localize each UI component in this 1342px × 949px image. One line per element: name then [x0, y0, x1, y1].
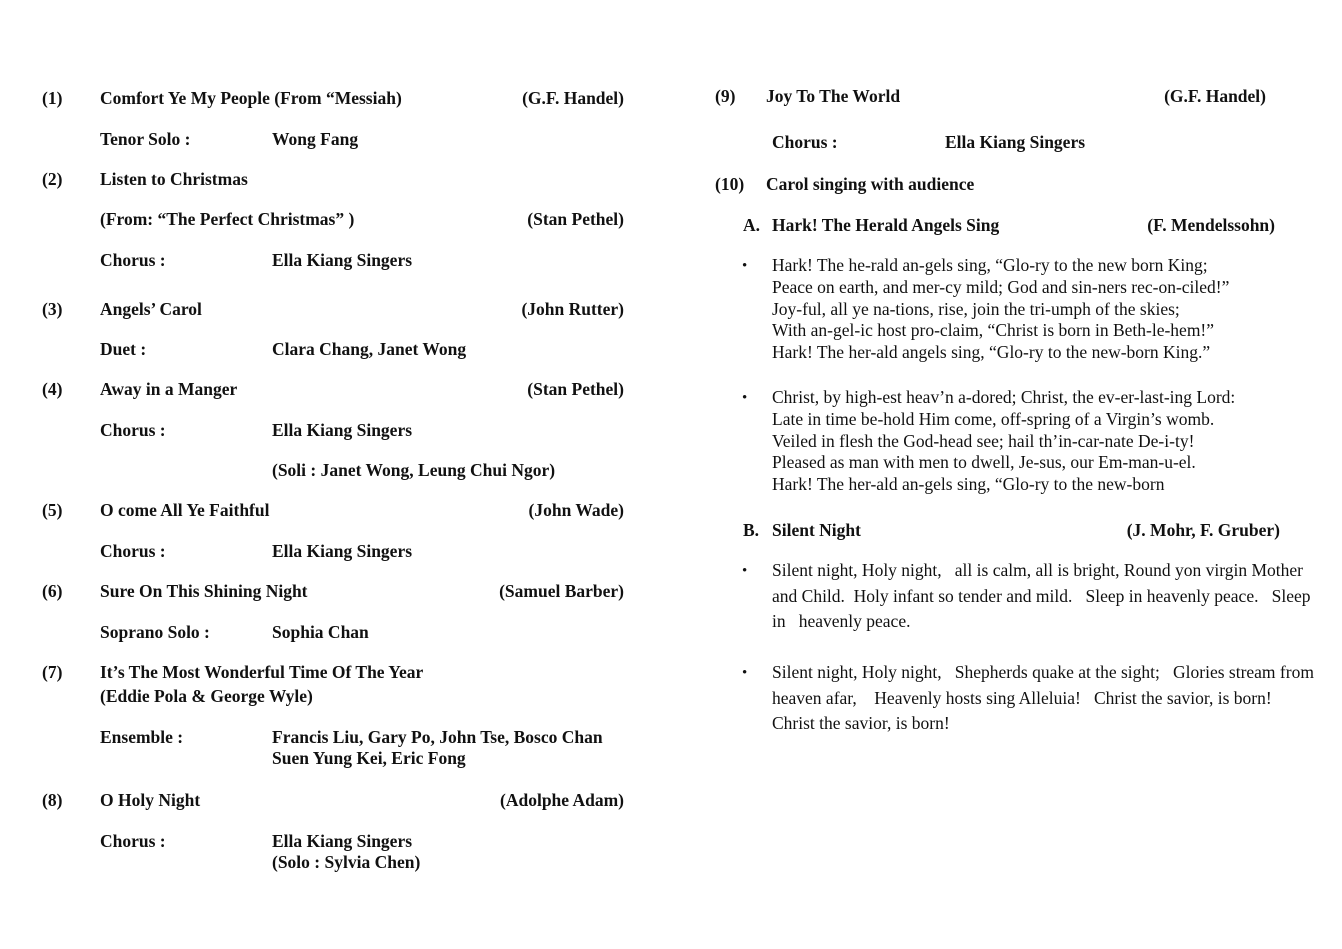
bullet-icon: •	[742, 390, 748, 406]
performer-role: Soprano Solo :	[100, 622, 210, 642]
performer-role: Tenor Solo :	[100, 129, 191, 149]
lyric-line: Hark! The he-rald an-gels sing, “Glo-ry to the new born King;	[772, 255, 1208, 275]
lyric-verse	[772, 387, 1235, 496]
carol-title: Silent Night	[772, 520, 861, 540]
item-number: (9)	[715, 86, 736, 106]
item-composer: (John Wade)	[528, 500, 624, 520]
item-title: Angels’ Carol	[100, 299, 202, 319]
lyric-line: Peace on earth, and mer-cy mild; God and sin-ners rec-on-ciled!”	[772, 276, 1230, 297]
item-title-line2: (Eddie Pola & George Wyle)	[100, 686, 313, 706]
item-composer: (G.F. Handel)	[1164, 86, 1266, 106]
item-number: (6)	[42, 581, 63, 601]
bullet-icon: •	[742, 258, 748, 274]
lyric-line: Hark! The her-ald an-gels sing, “Glo-ry to the new-born	[772, 474, 1165, 495]
lyric-verse	[772, 255, 1229, 364]
lyric-verse: Silent night, Holy night, all is calm, all is bright, Round yon virgin Mother and Child. Holy infant so tender and mild. Sleep in heavenly peace. Sleep in heavenly peace.	[772, 560, 1315, 631]
item-title: Comfort Ye My People (From “Messiah)	[100, 88, 402, 108]
carol-letter: A.	[743, 215, 761, 235]
lyric-line: With an-gel-ic host pro-claim, “Christ is born in Beth-le-hem!”	[772, 320, 1215, 341]
item-title: Carol singing with audience	[766, 174, 975, 194]
performer-role: Chorus :	[100, 831, 166, 851]
item-title: Listen to Christmas	[100, 169, 248, 189]
performer-name-line2: Suen Yung Kei, Eric Fong	[272, 748, 466, 768]
lyric-line: Hark! The her-ald angels sing, “Glo-ry to the new-born King.”	[772, 342, 1211, 363]
performer-name: Wong Fang	[272, 129, 359, 149]
performer-name: Ella Kiang Singers	[272, 831, 413, 851]
performer-role: Duet :	[100, 339, 147, 359]
lyric-line: Veiled in flesh the God-head see; hail th’in-car-nate De-i-ty!	[772, 430, 1195, 451]
carol-composer: (J. Mohr, F. Gruber)	[1126, 520, 1280, 540]
performer-role: Chorus :	[100, 420, 166, 440]
carol-composer: (F. Mendelssohn)	[1147, 215, 1275, 235]
item-number: (3)	[42, 299, 63, 319]
item-number: (2)	[42, 169, 63, 189]
item-subtitle: (From: “The Perfect Christmas” )	[100, 209, 355, 229]
performer-role: Ensemble :	[100, 727, 184, 747]
performer-role: Chorus :	[772, 132, 838, 152]
performer-name: Ella Kiang Singers	[272, 250, 413, 270]
carol-letter: B.	[743, 520, 760, 540]
performer-soloist: (Solo : Sylvia Chen)	[272, 852, 421, 872]
performer-name: Francis Liu, Gary Po, John Tse, Bosco Chan	[272, 727, 603, 747]
performer-name: Ella Kiang Singers	[272, 420, 413, 440]
lyric-line: Joy-ful, all ye na-tions, rise, join the tri-umph of the skies;	[772, 298, 1180, 319]
item-number: (7)	[42, 662, 63, 682]
item-title: O come All Ye Faithful	[100, 500, 270, 520]
performer-soloists: (Soli : Janet Wong, Leung Chui Ngor)	[272, 460, 556, 480]
item-composer: (John Rutter)	[521, 299, 624, 319]
item-number: (4)	[42, 379, 63, 399]
item-number: (5)	[42, 500, 63, 520]
lyric-line: Pleased as man with men to dwell, Je-sus, our Em-man-u-el.	[772, 452, 1196, 473]
item-number: (10)	[715, 174, 745, 194]
lyric-verse: Silent night, Holy night, Shepherds quake at the sight; Glories stream from heaven afar, Heavenly hosts sing Alleluia! Christ the savior, is born! Christ the savior, is born!	[772, 662, 1319, 733]
item-title: Sure On This Shining Night	[100, 581, 308, 601]
item-number: (8)	[42, 790, 63, 810]
bullet-icon: •	[742, 665, 748, 681]
item-title: O Holy Night	[100, 790, 201, 810]
performer-name: Ella Kiang Singers	[945, 132, 1086, 152]
item-title: It’s The Most Wonderful Time Of The Year	[100, 662, 424, 682]
item-composer: (Samuel Barber)	[499, 581, 624, 601]
performer-name: Ella Kiang Singers	[272, 541, 413, 561]
item-composer: (Adolphe Adam)	[500, 790, 624, 810]
lyric-line: Late in time be-hold Him come, off-spring of a Virgin’s womb.	[772, 408, 1215, 429]
item-composer: (Stan Pethel)	[527, 379, 624, 399]
performer-role: Chorus :	[100, 541, 166, 561]
lyric-line: Christ, by high-est heav’n a-dored; Christ, the ev-er-last-ing Lord:	[772, 387, 1236, 407]
item-composer: (Stan Pethel)	[527, 209, 624, 229]
carol-title: Hark! The Herald Angels Sing	[772, 215, 1000, 235]
performer-name: Sophia Chan	[272, 622, 369, 642]
item-composer: (G.F. Handel)	[522, 88, 624, 108]
bullet-icon: •	[742, 563, 748, 579]
item-title: Joy To The World	[766, 86, 901, 106]
item-title: Away in a Manger	[100, 379, 238, 399]
performer-role: Chorus :	[100, 250, 166, 270]
performer-name: Clara Chang, Janet Wong	[272, 339, 467, 359]
item-number: (1)	[42, 88, 63, 108]
